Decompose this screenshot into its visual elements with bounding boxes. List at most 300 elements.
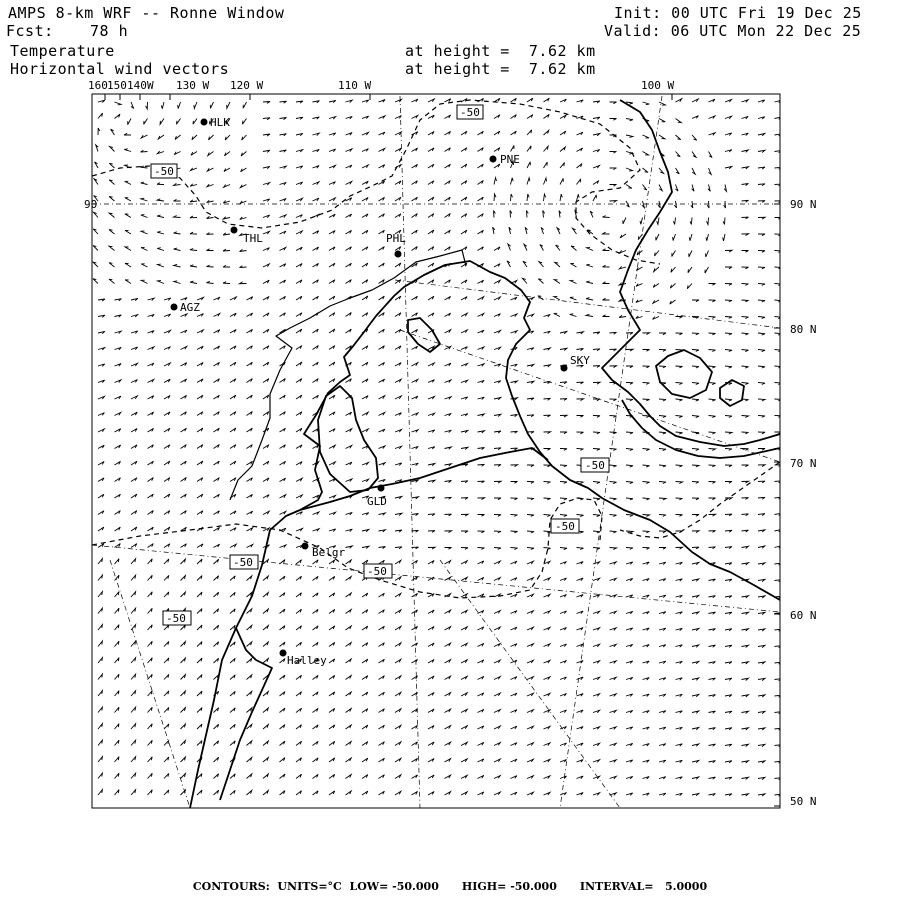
wind-vector [296, 642, 302, 646]
wind-vector [676, 482, 683, 484]
wind-vector [478, 676, 484, 679]
wind-vector [164, 740, 169, 745]
wind-vector [395, 577, 401, 581]
wind-vector [141, 231, 148, 234]
wind-vector [148, 757, 153, 762]
wind-vector [428, 792, 434, 796]
wind-vector [692, 399, 699, 401]
wind-vector [692, 416, 699, 418]
wind-vector [593, 710, 600, 713]
wind-vector [560, 449, 567, 451]
wind-vector [362, 412, 368, 415]
wind-vector [181, 330, 187, 333]
wind-vector [296, 626, 302, 630]
wind-vector [346, 329, 352, 333]
wind-vector [723, 234, 725, 241]
wind-vector [643, 760, 650, 762]
wind-vector [412, 446, 419, 449]
wind-vector [478, 643, 484, 646]
wind-vector [758, 728, 765, 730]
wind-vector [494, 247, 500, 251]
wind-vector [395, 560, 401, 564]
wind-vector [577, 148, 583, 152]
wind-vector [148, 478, 154, 482]
wind-vector [560, 163, 565, 168]
wind-vector [346, 445, 352, 448]
wind-vector [247, 609, 252, 614]
wind-vector [610, 399, 617, 401]
wind-vector [379, 547, 386, 549]
wind-vector [230, 297, 236, 300]
wind-vector [709, 284, 716, 286]
wind-vector [610, 531, 617, 533]
wind-vector [98, 380, 105, 383]
wind-vector [263, 313, 269, 317]
wind-vector [197, 330, 203, 333]
wind-vector [709, 366, 716, 368]
contour-label-1: -50 [460, 106, 480, 119]
wind-vector [643, 628, 650, 630]
wind-vector [577, 416, 584, 418]
wind-vector [296, 692, 302, 696]
wind-vector [725, 250, 732, 252]
wind-vector [676, 99, 682, 102]
wind-vector [263, 346, 269, 350]
wind-vector [758, 794, 765, 796]
wind-vector [706, 251, 709, 258]
wind-vector [610, 151, 617, 153]
wind-vector [428, 247, 434, 251]
wind-vector [362, 593, 368, 597]
wind-vector [148, 724, 153, 729]
wind-vector [181, 642, 186, 647]
wind-vector [742, 366, 749, 368]
contour-minus50-east [620, 462, 780, 538]
wind-vector [709, 116, 716, 119]
wind-vector [362, 346, 368, 350]
wind-vector [725, 317, 732, 319]
wind-vector [659, 595, 666, 597]
wind-vector [586, 298, 593, 300]
wind-vector [379, 692, 385, 696]
wind-vector [676, 579, 683, 581]
wind-vector [164, 592, 169, 597]
wind-vector [527, 365, 534, 367]
wind-vector [109, 263, 115, 267]
wind-vector [544, 693, 551, 696]
wind-vector [742, 481, 749, 483]
wind-vector [230, 544, 236, 547]
height-wind: at height = 7.62 km [405, 60, 596, 78]
wind-vector [197, 395, 203, 399]
wind-vector [395, 758, 401, 762]
wind-vector [395, 446, 402, 449]
wind-vector [494, 280, 500, 283]
wind-vector [610, 677, 617, 680]
wind-vector [313, 593, 319, 597]
wind-vector [346, 725, 352, 729]
wind-vector [174, 248, 181, 250]
wind-vector [708, 185, 710, 192]
wind-vector [98, 494, 104, 498]
wind-vector [494, 211, 496, 218]
wind-vector [692, 515, 699, 517]
wind-vector [131, 396, 137, 399]
wind-vector [280, 346, 286, 350]
wind-vector [362, 214, 368, 218]
wind-vector [362, 396, 368, 399]
wind-vector [98, 511, 104, 515]
wind-vector [494, 131, 500, 135]
wind-vector [98, 691, 102, 696]
wind-vector [544, 710, 551, 713]
wind-vector [544, 759, 551, 762]
island-small [720, 380, 744, 406]
wind-vector [543, 211, 545, 218]
wind-vector [313, 247, 319, 251]
wind-vector [412, 643, 418, 647]
wind-vector [242, 135, 247, 140]
wind-vector [428, 775, 434, 779]
wind-vector [329, 512, 336, 515]
wind-vector [742, 300, 749, 302]
wind-vector [115, 511, 121, 515]
wind-vector [313, 576, 319, 580]
wind-vector [445, 230, 451, 234]
wind-vector [725, 530, 732, 532]
wind-vector [241, 152, 246, 157]
wind-vector [395, 610, 401, 614]
wind-vector [329, 576, 335, 580]
wind-vector [329, 593, 335, 597]
wind-vector [603, 249, 610, 251]
wind-vector [461, 181, 467, 185]
wind-vector [240, 201, 247, 204]
wind-vector [109, 246, 115, 250]
map-title: AMPS 8-km WRF -- Ronne Window [8, 4, 285, 22]
wind-vector [296, 528, 303, 531]
wind-vector [313, 741, 319, 745]
wind-vector [329, 313, 335, 317]
wind-vector [412, 514, 419, 516]
wind-vector [676, 416, 683, 418]
wind-vector [643, 465, 650, 467]
wind-vector [709, 514, 716, 516]
wind-vector [428, 610, 434, 614]
wind-vector [428, 380, 434, 383]
wind-vector [209, 135, 214, 140]
wind-vector [527, 660, 533, 663]
wind-vector [527, 381, 534, 383]
wind-vector [197, 658, 202, 663]
wind-vector [164, 625, 169, 630]
wind-vector [164, 575, 169, 580]
wind-vector [758, 596, 765, 598]
wind-vector [461, 397, 468, 400]
wind-vector [610, 515, 617, 517]
wind-vector [511, 561, 517, 564]
wind-vector [709, 300, 716, 302]
wind-vector [214, 395, 220, 399]
wind-vector [709, 711, 716, 713]
wind-vector [493, 227, 495, 234]
wind-vector [428, 759, 434, 763]
wind-vector [280, 545, 287, 548]
wind-vector [526, 211, 528, 218]
wind-vector [692, 498, 699, 500]
wind-vector [610, 498, 617, 500]
wind-vector [296, 445, 302, 449]
wind-vector [98, 348, 105, 351]
station-agz: AGZ [180, 301, 200, 314]
wind-vector [445, 148, 451, 152]
wind-vector [494, 548, 501, 550]
wind-vector [659, 793, 666, 795]
wind-vector [560, 710, 567, 713]
wind-vector [181, 461, 187, 465]
wind-vector [227, 102, 230, 108]
wind-vector [626, 776, 633, 779]
wind-vector [725, 761, 732, 763]
wind-vector [412, 346, 418, 349]
wind-vector [527, 415, 534, 417]
wind-vector [247, 576, 252, 581]
wind-vector [428, 676, 434, 680]
wind-vector [626, 482, 633, 484]
wind-vector [230, 313, 236, 316]
wind-vector [428, 413, 435, 416]
wind-vector [593, 531, 600, 533]
wind-vector [494, 726, 500, 729]
wind-vector [207, 233, 214, 235]
wind-vector [544, 726, 551, 729]
coastline-southwest [220, 628, 272, 800]
wind-vector [280, 495, 286, 498]
wind-vector [214, 346, 220, 350]
wind-vector [742, 678, 749, 680]
wind-vector [329, 529, 336, 532]
wind-vector [445, 759, 451, 762]
wind-vector [593, 548, 600, 550]
wind-vector [539, 262, 544, 267]
wind-vector [296, 774, 302, 778]
wind-vector [619, 266, 626, 269]
wind-vector [164, 379, 170, 382]
wind-vector [296, 296, 302, 300]
wind-vector [225, 135, 230, 140]
wind-vector [527, 115, 533, 119]
wind-vector [379, 676, 385, 680]
wind-vector [692, 711, 699, 713]
wind-vector [214, 428, 220, 432]
wind-vector [626, 432, 633, 434]
wind-vector [709, 579, 716, 581]
wind-vector [296, 412, 302, 416]
wind-vector [478, 347, 485, 350]
wind-vector [181, 511, 187, 515]
wind-vector [313, 675, 319, 679]
wind-vector [346, 659, 352, 663]
wind-vector [758, 449, 765, 451]
wind-vector [362, 791, 368, 795]
wind-vector [461, 164, 467, 168]
wind-vector [577, 644, 584, 647]
wind-vector [461, 643, 467, 646]
parallel-80n [395, 280, 780, 328]
wind-vector [709, 761, 716, 763]
wind-vector [676, 793, 683, 795]
wind-vector [428, 531, 435, 533]
wind-vector [131, 478, 137, 482]
wind-vector [412, 659, 418, 663]
wind-vector [445, 726, 451, 729]
lon-label-160: 160 [88, 79, 108, 92]
wind-vector [197, 445, 203, 449]
wind-vector [379, 659, 385, 663]
wind-vector [758, 711, 765, 713]
wind-vector [544, 114, 550, 118]
wind-vector [247, 675, 252, 680]
wind-vector [98, 740, 102, 745]
wind-vector [692, 152, 696, 158]
wind-vector [313, 495, 319, 498]
wind-vector [676, 744, 683, 746]
wind-vector [346, 676, 352, 680]
wind-vector [141, 182, 148, 185]
wind-vector [527, 677, 533, 680]
station-dot-agz [171, 304, 178, 311]
wind-vector [428, 627, 434, 631]
wind-vector [593, 562, 600, 565]
wind-vector [556, 245, 560, 250]
wind-vector [725, 432, 732, 434]
wind-vector [98, 429, 104, 432]
wind-vector [379, 396, 385, 399]
wind-vector [346, 100, 353, 103]
wind-vector [131, 724, 136, 729]
wind-vector [445, 742, 451, 745]
wind-vector [544, 314, 551, 317]
wind-vector [412, 148, 418, 152]
wind-vector [626, 383, 633, 385]
wind-vector [445, 627, 451, 630]
wind-vector [346, 546, 353, 548]
wind-vector [181, 691, 186, 696]
wind-vector [412, 329, 418, 333]
wind-vector [478, 330, 484, 333]
station-belgr: Belgr [312, 546, 346, 559]
wind-vector [527, 98, 533, 102]
wind-vector [395, 181, 401, 185]
wind-vector [742, 761, 749, 763]
wind-vector [577, 449, 584, 451]
wind-vector [263, 183, 270, 186]
wind-vector [412, 692, 418, 696]
wind-vector [362, 379, 368, 383]
wind-vector [379, 479, 386, 482]
wind-vector [610, 578, 617, 581]
wind-vector [148, 445, 154, 449]
wind-vector [742, 662, 749, 664]
wind-vector [643, 579, 650, 581]
wind-vector [478, 577, 484, 580]
wind-vector [659, 661, 666, 663]
wind-vector [329, 741, 335, 745]
wind-vector [280, 428, 286, 432]
wind-vector [643, 185, 647, 191]
wind-vector [674, 201, 676, 208]
wind-vector [723, 218, 725, 225]
wind-vector [190, 216, 197, 218]
wind-vector [214, 741, 219, 746]
wind-vector [125, 263, 131, 267]
wind-vector [280, 758, 285, 762]
wind-vector [230, 528, 236, 531]
wind-vector [560, 548, 567, 550]
wind-vector [560, 515, 567, 517]
wind-vector [461, 693, 467, 696]
wind-vector [461, 330, 467, 333]
forecast-label: Fcst: [6, 22, 54, 40]
wind-vector [560, 482, 567, 484]
meridian-110w [400, 96, 420, 808]
wind-vector [280, 280, 286, 284]
wind-vector [395, 329, 401, 333]
wind-vector [587, 247, 594, 250]
wind-vector [478, 364, 485, 367]
contour-label-5: -50 [233, 556, 253, 569]
wind-vector [379, 593, 385, 597]
wind-vector [560, 194, 562, 201]
wind-vector [461, 610, 467, 613]
wind-vector [379, 530, 386, 532]
wind-vector [157, 183, 164, 185]
wind-vector [643, 482, 650, 484]
wind-vector [230, 478, 236, 482]
lon-label-120w: 120 W [230, 79, 264, 92]
wind-vector [593, 366, 600, 368]
wind-vector [395, 626, 401, 630]
wind-vector [346, 412, 352, 415]
wind-vector [109, 230, 115, 234]
wind-vector [478, 548, 485, 550]
wind-vector [346, 775, 352, 779]
wind-vector [758, 267, 765, 269]
wind-vector [725, 744, 732, 746]
wind-vector [676, 694, 683, 696]
wind-vector [124, 149, 131, 152]
wind-vector [412, 791, 418, 795]
wind-vector [428, 514, 435, 516]
wind-vector [511, 548, 518, 550]
wind-vector [428, 197, 434, 201]
wind-vector [461, 514, 468, 516]
wind-vector [280, 659, 285, 663]
wind-vector [478, 131, 484, 135]
wind-vector [223, 201, 230, 204]
wind-vector [653, 317, 659, 320]
wind-vector [214, 330, 220, 333]
wind-vector [527, 498, 534, 500]
wind-vector [148, 790, 153, 795]
wind-vector [263, 791, 268, 796]
wind-vector [115, 724, 120, 729]
wind-vector [329, 626, 335, 630]
wind-vector [742, 184, 749, 186]
wind-vector [610, 432, 617, 434]
wind-vector [643, 678, 650, 680]
wind-vector [461, 775, 467, 778]
